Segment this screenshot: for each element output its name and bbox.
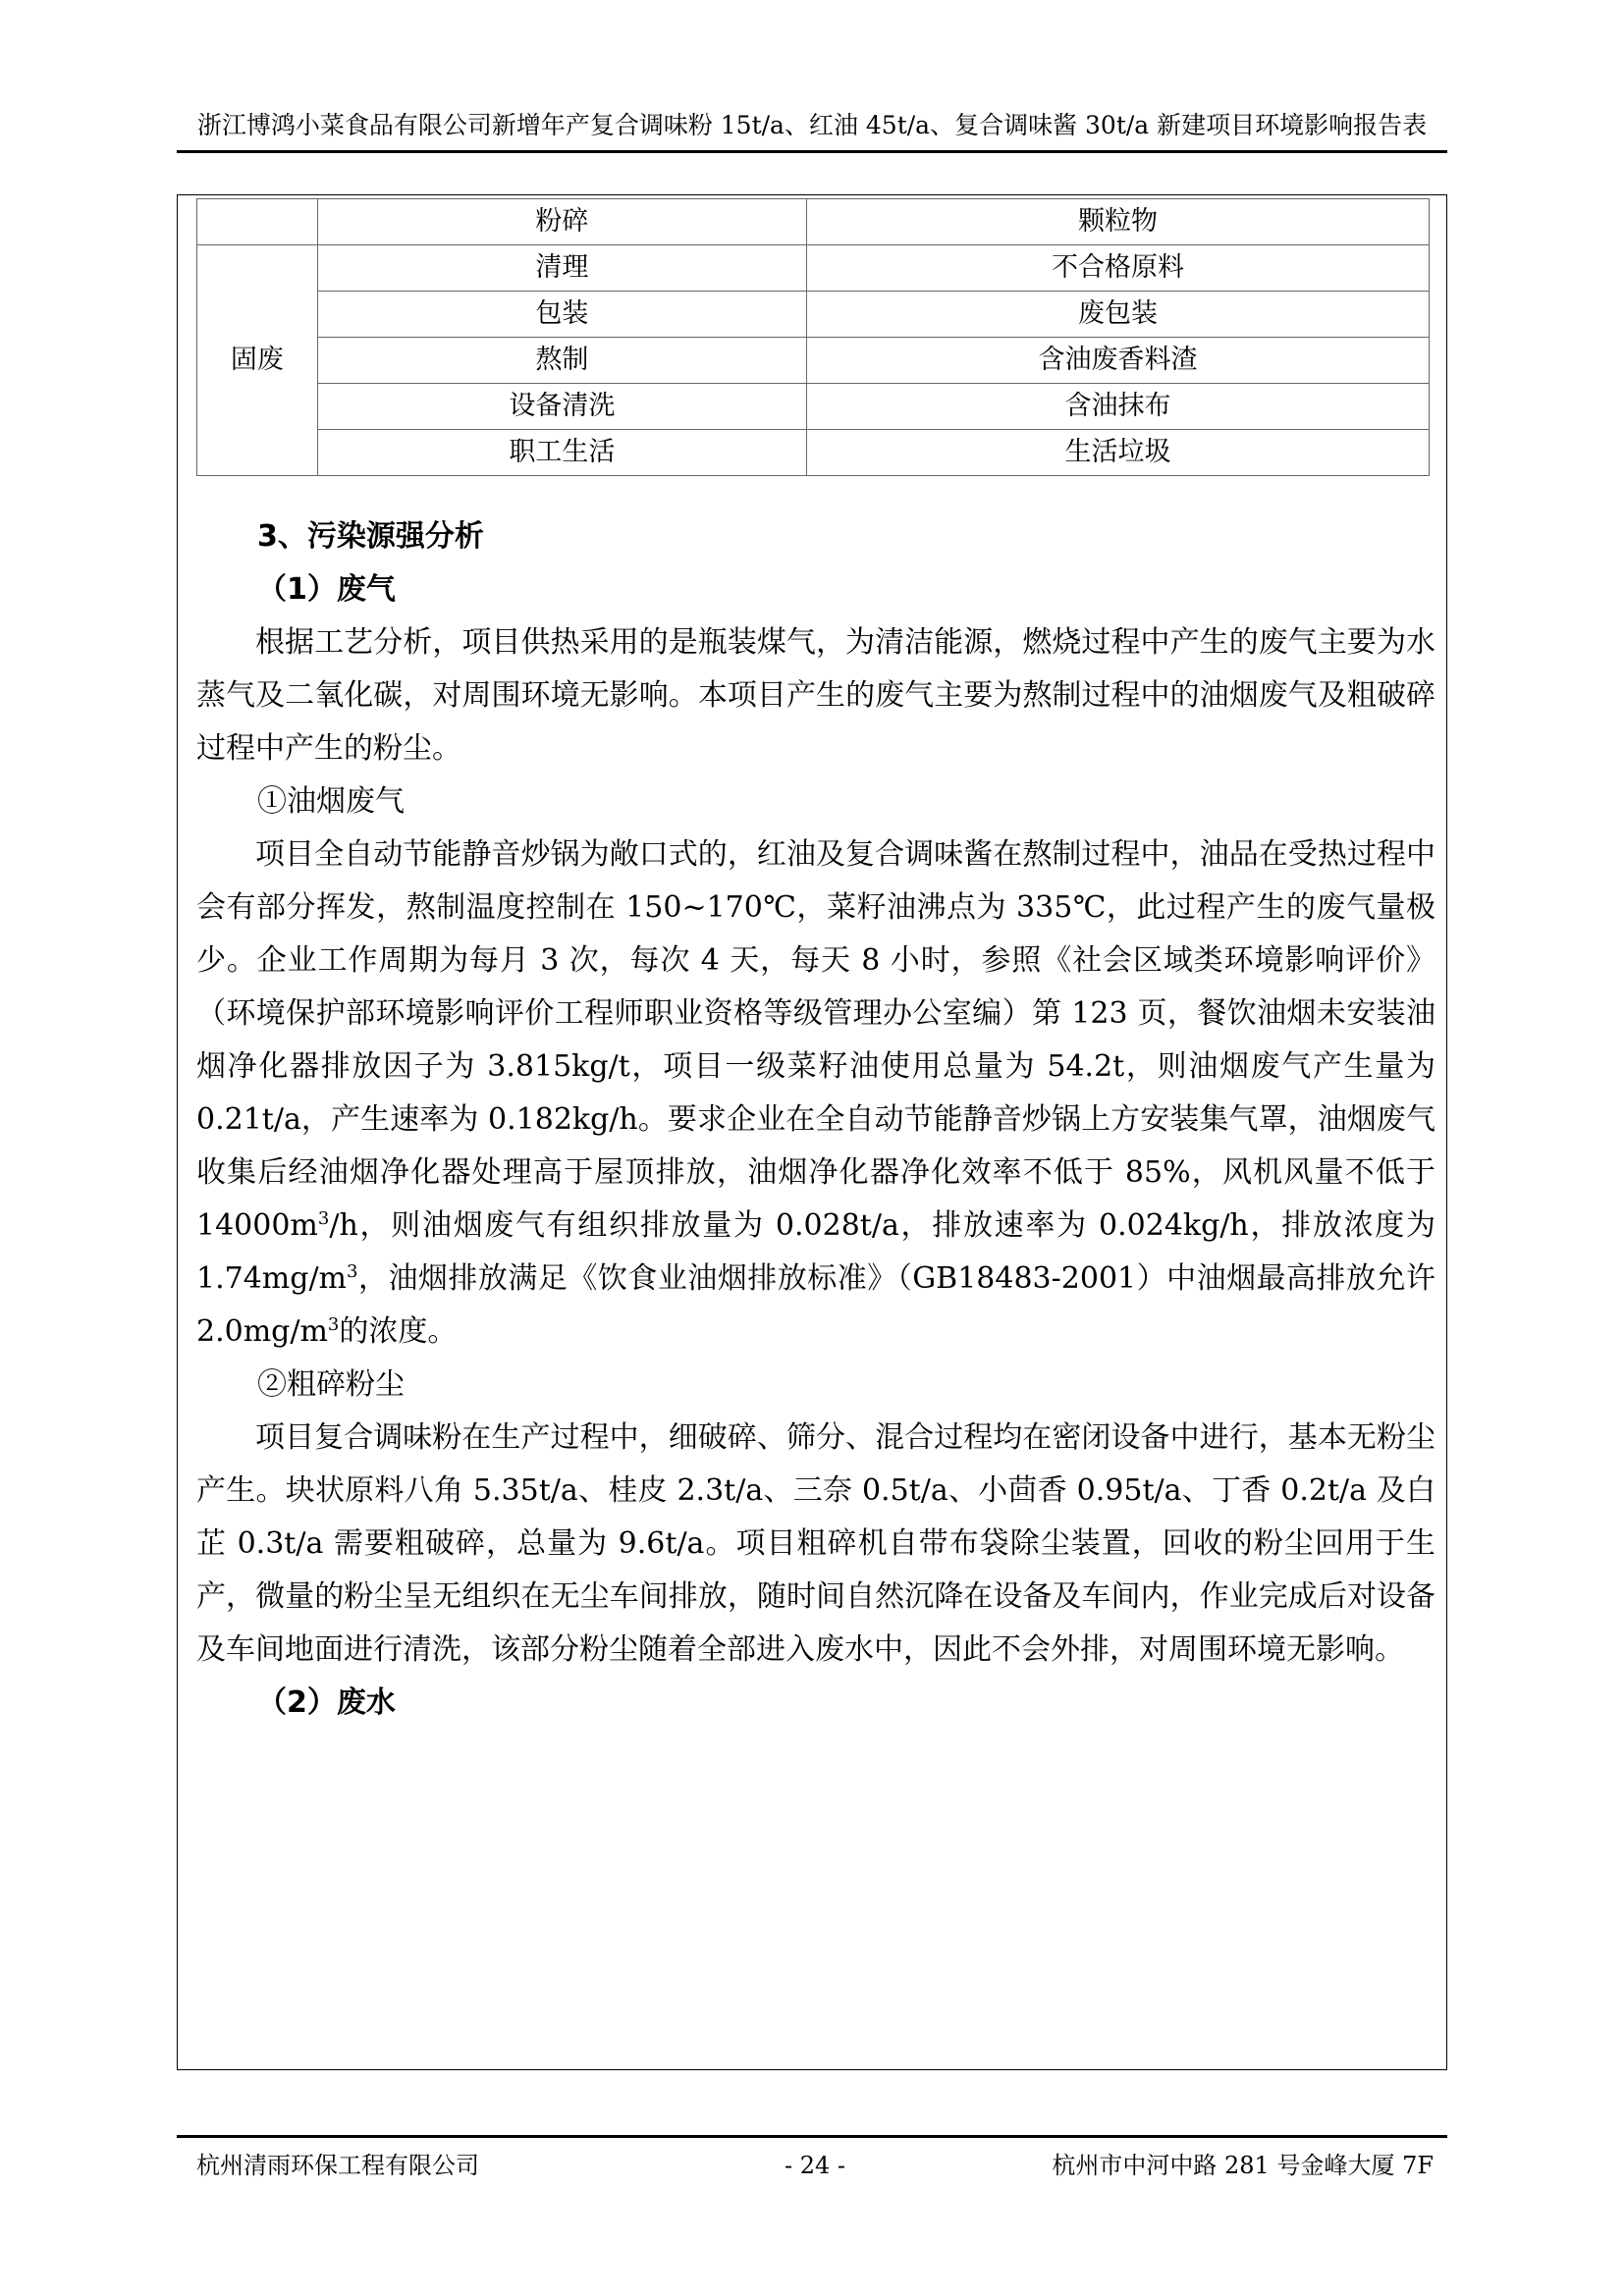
- subsection-heading-wastewater: （2）废水: [257, 1685, 396, 1720]
- document-body: [196, 510, 1435, 1730]
- table-row: [197, 199, 1430, 245]
- table-row: [197, 430, 1430, 476]
- paragraph-text: /h，则油烟废气有组织排放量为 0.028t/a，排放速率为 0.024kg/h，排放浓度为 1.74mg/m: [196, 1208, 1435, 1296]
- table-row: [197, 384, 1430, 430]
- table-row: [197, 245, 1430, 292]
- superscript: 3: [327, 1314, 340, 1335]
- footer-company: 杭州清雨环保工程有限公司: [196, 2152, 479, 2179]
- table-cell-pollutant: 不合格原料: [807, 245, 1430, 292]
- footer-divider: [177, 2135, 1447, 2138]
- paragraph: 项目复合调味粉在生产过程中，细破碎、筛分、混合过程均在密闭设备中进行，基本无粉尘产生。块状原料八角 5.35t/a、桂皮 2.3t/a、三奈 0.5t/a、小茴香 0.95t/a、丁香 0.2t/a 及白芷 0.3t/a 需要粗破碎，总量为 9.6t/a。项目粗碎机自带布袋除尘装置，回收的粉尘回用于生产，微量的粉尘呈无组织在无尘车间排放，随时间自然沉降在设备及车间内，作业完成后对设备及车间地面进行清洗，该部分粉尘随着全部进入废水中，因此不会外排，对周围环境无影响。: [196, 1420, 1435, 1667]
- table-cell-pollutant: 含油废香料渣: [807, 338, 1430, 384]
- table-cell-process: 熬制: [317, 338, 806, 384]
- footer-address: 杭州市中河中路 281 号金峰大厦 7F: [1052, 2152, 1434, 2179]
- page-header-title: 浙江博鸿小菜食品有限公司新增年产复合调味粉 15t/a、红油 45t/a、复合调味酱 30t/a 新建项目环境影响报告表: [196, 111, 1428, 139]
- paragraph-text: 项目全自动节能静音炒锅为敞口式的，红油及复合调味酱在熬制过程中，油品在受热过程中会有部分挥发，熬制温度控制在 150~170℃，菜籽油沸点为 335℃，此过程产生的废气量极少。企业工作周期为每月 3 次，每次 4 天，每天 8 小时，参照《社会区域类环境影响评价》（环境保护部环境影响评价工程师职业资格等级管理办公室编）第 123 页，餐饮油烟未安装油烟净化器排放因子为 3.815kg/t，项目一级菜籽油使用总量为 54.2t，则油烟废气产生量为 0.21t/a，产生速率为 0.182kg/h。要求企业在全自动节能静音炒锅上方安装集气罩，油烟废气收集后经油烟净化器处理高于屋顶排放，油烟净化器净化效率不低于 85%，风机风量不低于 14000m: [196, 837, 1435, 1243]
- section-heading: 3、污染源强分析: [257, 519, 484, 554]
- table-row: [197, 292, 1430, 338]
- superscript: 3: [347, 1261, 358, 1282]
- paragraph: 根据工艺分析，项目供热采用的是瓶装煤气，为清洁能源，燃烧过程中产生的废气主要为水蒸气及二氧化碳，对周围环境无影响。本项目产生的废气主要为熬制过程中的油烟废气及粗破碎过程中产生的粉尘。: [196, 625, 1435, 766]
- item-heading-dust: ②粗碎粉尘: [257, 1367, 405, 1402]
- table-cell-process: 清理: [317, 245, 806, 292]
- table-cell-pollutant: 颗粒物: [807, 199, 1430, 245]
- item-heading-oil-fume: ①油烟废气: [257, 784, 405, 819]
- paragraph-text: ，油烟排放满足《饮食业油烟排放标准》（GB18483-2001）中油烟最高排放允许 2.0mg/m: [196, 1261, 1435, 1349]
- footer-page-number: - 24 -: [784, 2152, 845, 2179]
- pollution-source-table: [196, 198, 1430, 476]
- paragraph-text: 的浓度。: [339, 1314, 458, 1349]
- table-cell-empty: [197, 199, 318, 245]
- table-cell-pollutant: 废包装: [807, 292, 1430, 338]
- subsection-heading-exhaust: （1）废气: [257, 572, 396, 607]
- table-row: [197, 338, 1430, 384]
- superscript: 3: [317, 1208, 330, 1229]
- paragraph: [196, 828, 1435, 1359]
- table-cell-pollutant: 生活垃圾: [807, 430, 1430, 476]
- table-cell-process: 粉碎: [317, 199, 806, 245]
- table-cell-process: 包装: [317, 292, 806, 338]
- table-cell-pollutant: 含油抹布: [807, 384, 1430, 430]
- header-divider: [177, 150, 1447, 153]
- table-group-label: 固废: [197, 245, 318, 476]
- table-cell-process: 设备清洗: [317, 384, 806, 430]
- table-cell-process: 职工生活: [317, 430, 806, 476]
